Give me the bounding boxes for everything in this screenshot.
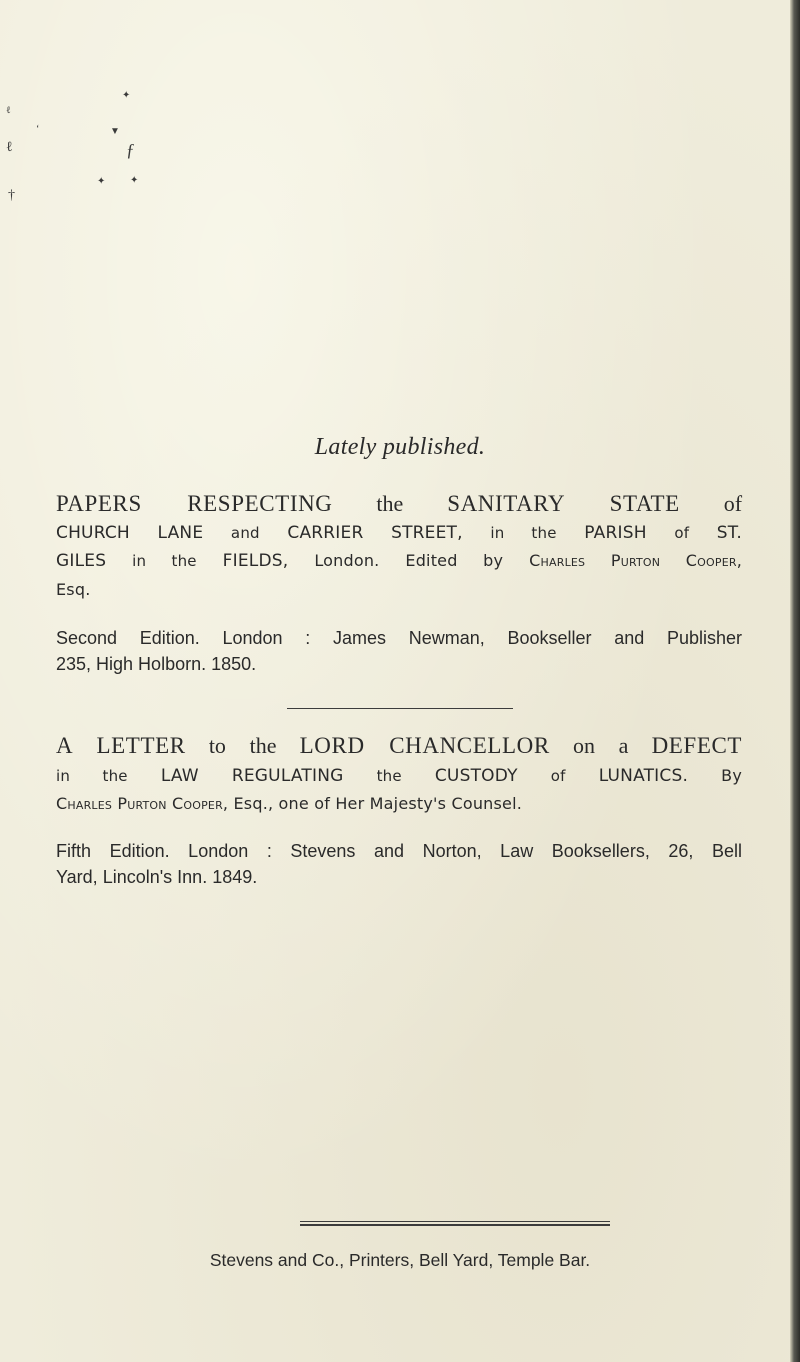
separator-rule	[287, 708, 513, 709]
entry1-text: in the	[490, 523, 557, 542]
entry2-text: Esq., one of Her Majesty's Counsel.	[233, 794, 523, 813]
entry2-title-line	[56, 732, 742, 762]
lately-published-heading: Lately published.	[314, 434, 486, 460]
ink-speck: ℓ	[6, 105, 11, 116]
ink-speck: †	[8, 188, 15, 203]
entry1-text: in the	[132, 552, 197, 570]
entry2-author: Charles Purton Cooper,	[56, 794, 229, 813]
page-edge-shadow	[790, 0, 800, 1362]
entry2-title-part: DEFECT	[651, 733, 743, 758]
entry2-edition-line2: Yard, Lincoln's Inn. 1849.	[56, 866, 258, 887]
entry1-text: and	[230, 523, 260, 542]
entry1-text: London.	[314, 551, 380, 570]
entry1-text: of	[674, 523, 690, 542]
entry2-text: LAW REGULATING	[160, 765, 344, 786]
footer-rule-top	[300, 1221, 610, 1222]
entry1-title-line	[56, 490, 742, 520]
entry1-line2	[56, 520, 742, 548]
entry1-text: CHURCH LANE	[56, 522, 204, 543]
entry1-edition-line1: Second Edition. London : James Newman, Bookseller and Publisher	[56, 628, 742, 648]
ink-speck: ℓ	[6, 140, 13, 155]
entry1-text: CARRIER STREET,	[287, 522, 463, 543]
entry2-text: CUSTODY	[434, 765, 518, 786]
ink-speck: ✦	[97, 176, 106, 187]
entry1-text: FIELDS,	[222, 551, 289, 571]
ink-speck: ƒ	[126, 140, 135, 160]
entry1-title-part: the	[376, 491, 404, 516]
ink-speck: ‘	[36, 124, 40, 135]
printer-imprint: Stevens and Co., Printers, Bell Yard, Temple Bar.	[209, 1250, 591, 1270]
entry1-line3	[56, 547, 742, 576]
entry-papers-sanitary-state	[56, 490, 742, 677]
entry2-line3	[56, 790, 742, 818]
entry2-line2	[56, 762, 742, 791]
entry2-title-part: to the	[208, 733, 277, 758]
footer-rule-bottom	[300, 1224, 610, 1226]
entry1-title-part: SANITARY STATE	[447, 491, 680, 516]
entry1-text: Edited by	[405, 551, 504, 570]
entry1-editor: Charles Purton Cooper,	[529, 551, 743, 570]
entry2-text: By	[721, 765, 742, 785]
entry1-title-part: PAPERS RESPECTING	[56, 491, 333, 516]
entry2-text: LUNATICS.	[598, 765, 689, 786]
entry1-title-part: of	[723, 491, 743, 516]
entry-letter-lord-chancellor	[56, 732, 742, 890]
entry2-title-part: LORD CHANCELLOR	[299, 733, 550, 758]
entry1-text: PARISH	[584, 522, 647, 543]
entry1-text: GILES	[56, 551, 107, 571]
entry1-text: ST.	[716, 522, 742, 543]
entry2-text: the	[376, 766, 402, 785]
entry1-line4: Esq.	[56, 579, 91, 599]
ink-speck: ✦	[130, 175, 139, 186]
entry2-title-part: on a	[572, 733, 629, 758]
entry2-title-part: A LETTER	[56, 733, 186, 758]
entry2-edition-line1: Fifth Edition. London : Stevens and Norton, Law Booksellers, 26, Bell	[56, 840, 742, 861]
entry2-text: in the	[56, 766, 128, 785]
ink-speck: ✦	[122, 90, 131, 101]
entry2-text: of	[550, 766, 566, 785]
entry1-edition-line2: 235, High Holborn. 1850.	[56, 654, 257, 674]
ink-speck: ▼	[110, 126, 120, 137]
